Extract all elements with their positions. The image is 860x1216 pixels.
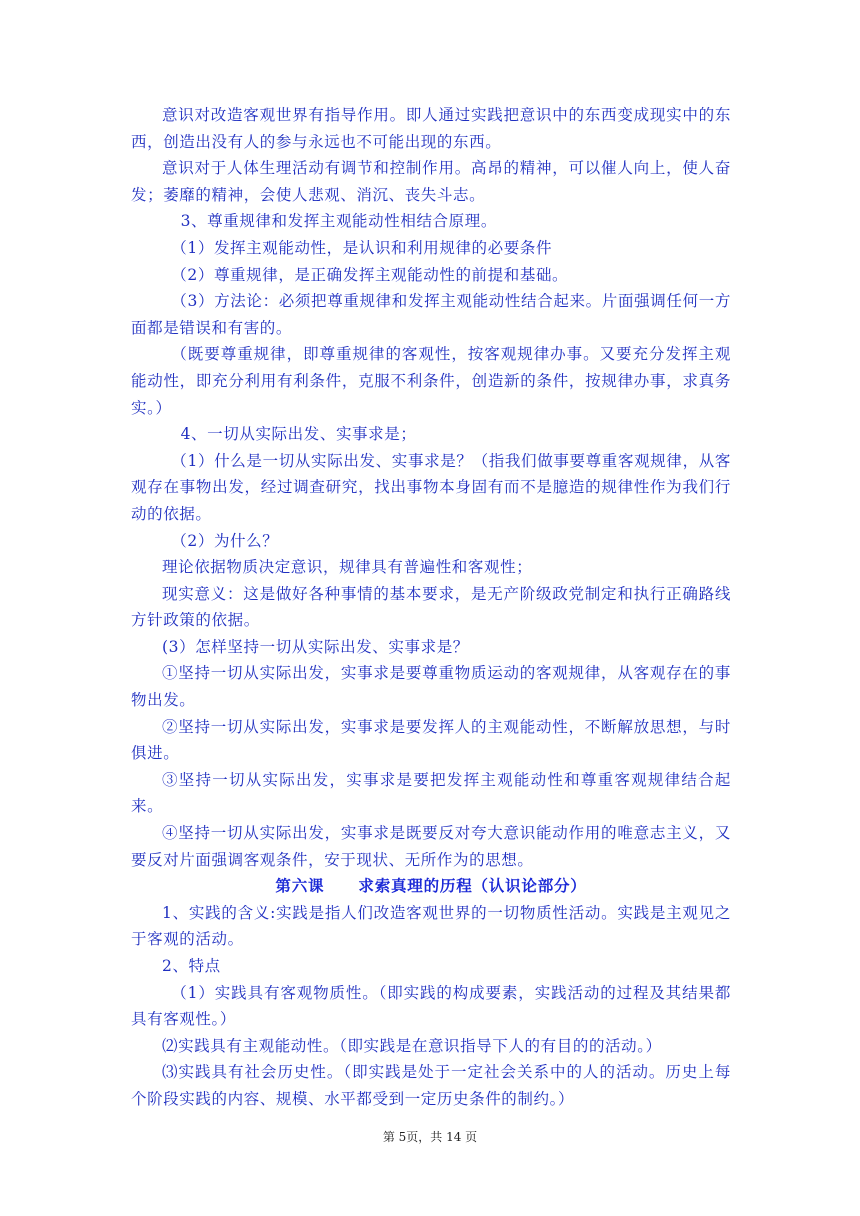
list-item: （1）实践具有客观物质性。（即实践的构成要素，实践活动的过程及其结果都具有客观性。）: [131, 983, 731, 1029]
paragraph-consciousness-guidance: 意识对改造客观世界有指导作用。即人通过实践把意识中的东西变成现实中的东西，创造出没有人的参与永远也不可能出现的东西。: [131, 106, 731, 151]
paragraph-theory-basis: 理论依据物质决定意识，规律具有普遍性和客观性；: [162, 558, 533, 577]
lesson-heading: [131, 873, 731, 900]
section-heading-features: 2、特点: [162, 957, 221, 975]
list-item: （1）发挥主观能动性，是认识和利用规律的必要条件: [171, 238, 553, 257]
list-item: ②坚持一切从实际出发，实事求是要发挥人的主观能动性，不断解放思想，与时俱进。: [131, 717, 731, 763]
list-item: ①坚持一切从实际出发，实事求是要尊重物质运动的客观规律，从客观存在的事物出发。: [131, 664, 731, 710]
section-heading-3: 3、尊重规律和发挥主观能动性相结合原理。: [180, 212, 497, 231]
list-item: （1）什么是一切从实际出发、实事求是？（指我们做事要尊重客观规律，从客观存在事物出发，经过调查研究，找出事物本身固有而不是臆造的规律性作为我们行动的依据。: [131, 451, 731, 523]
list-item: ⑶实践具有社会历史性。（即实践是处于一定社会关系中的人的活动。历史上每个阶段实践的内容、规模、水平都受到一定历史条件的制约。）: [131, 1063, 731, 1108]
list-item: ③坚持一切从实际出发，实事求是要把发挥主观能动性和尊重客观规律结合起来。: [131, 770, 731, 816]
lesson-number: 第六课: [275, 876, 325, 896]
paragraph-consciousness-regulation: 意识对于人体生理活动有调节和控制作用。高昂的精神，可以催人向上，使人奋发；萎靡的精神，会使人悲观、消沉、丧失斗志。: [131, 159, 731, 204]
section-heading-4: 4、一切从实际出发、实事求是；: [180, 425, 417, 444]
list-item: （2）尊重规律，是正确发挥主观能动性的前提和基础。: [171, 265, 569, 284]
list-item: ④坚持一切从实际出发，实事求是既要反对夸大意识能动作用的唯意志主义，又要反对片面强调客观条件，安于现状、无所作为的思想。: [131, 824, 731, 869]
list-item: ⑵实践具有主观能动性。（即实践是在意识指导下人的有目的的活动。）: [162, 1036, 662, 1055]
paragraph-note: （既要尊重规律，即尊重规律的客观性，按客观规律办事。又要充分发挥主观能动性，即充分利用有利条件，克服不利条件，创造新的条件，按规律办事，求真务实。）: [131, 345, 731, 417]
lesson-title: 求索真理的历程（认识论部分）: [358, 876, 587, 896]
paragraph-practice-definition: 1、实践的含义:实践是指人们改造客观世界的一切物质性活动。实践是主观见之于客观的活动。: [131, 903, 731, 949]
list-item: （3）方法论：必须把尊重规律和发挥主观能动性结合起来。片面强调任何一方面都是错误和有害的。: [131, 292, 731, 337]
list-item: （2）为什么？: [171, 531, 279, 550]
document-body: [131, 102, 731, 1113]
list-item: (3）怎样坚持一切从实际出发、实事求是？: [162, 637, 469, 656]
page-footer: 第 5页，共 14 页: [382, 1130, 478, 1144]
paragraph-practical-meaning: 现实意义：这是做好各种事情的基本要求，是无产阶级政党制定和执行正确路线方针政策的依据。: [131, 584, 731, 630]
